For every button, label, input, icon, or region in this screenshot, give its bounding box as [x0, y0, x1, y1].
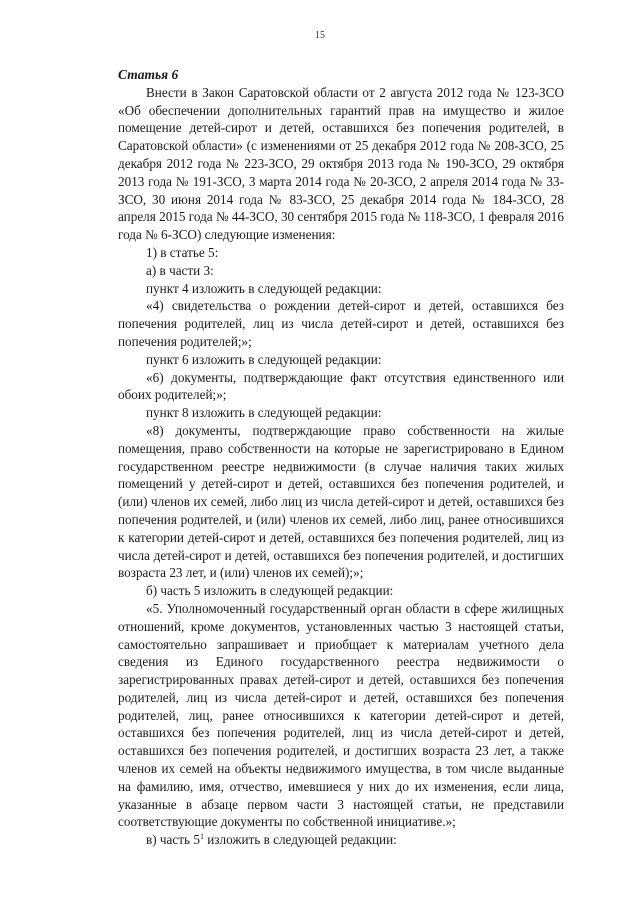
- item-article-5: 1) в статье 5:: [146, 244, 219, 260]
- instruction-part-5-1-before: в) часть 5: [146, 832, 200, 848]
- text-part-5: «5. Уполномоченный государственный орган области в сфере жилищных отношений, кроме документов, установленных частью 3 настоящей статьи, самостоятельно запрашивает и приобщает к материалам учетного дела сведения из Единого государственного реестра недвижимости о зарегистрированных правах детей-сирот и детей, оставшихся без попечения родителей, лиц из числа детей-сирот и детей, оставшихся без попечения родителей, лиц, ранее относившихся к категории детей-сирот и детей, оставшихся без попечения родителей, лиц из числа детей-сирот и детей, оставшихся без попечения родителей, и достигших возраста 23 лет, а также членов их семей на объекты недвижимого имущества, в том числе выданные на фамилию, имя, отчество, имевшиеся у них до их изменения, если лица, указанные в абзаце первом части 3 настоящей статьи, не представили соответствующие документы по собственной инициативе.»;: [118, 600, 564, 830]
- text-point-8: «8) документы, подтверждающие право собственности на жилые помещения, право собственности на которые не зарегистрировано в Едином государственном реестре недвижимости (в случае наличия таких жилых помещений у детей-сирот и детей, оставшихся без попечения родителей, и (или) членов их семей, либо лиц из числа детей-сирот и детей, оставшихся без попечения родителей, и (или) членов их семей, либо лиц, ранее относившихся к категории детей-сирот и детей, оставшихся без попечения родителей, лиц из числа детей-сирот и детей, оставшихся без попечения родителей, и достигших возраста 23 лет, и (или) членов их семей);»;: [118, 422, 564, 581]
- text-point-6: «6) документы, подтверждающие факт отсутствия единственного или обоих родителей;»;: [118, 369, 564, 403]
- instruction-point-8: пункт 8 изложить в следующей редакции:: [146, 405, 382, 421]
- text-point-4: «4) свидетельства о рождении детей-сирот и детей, оставшихся без попечения родителей, лиц из числа детей-сирот и детей, оставшихся без попечения родителей;»;: [118, 298, 564, 349]
- page-number: 15: [315, 30, 325, 41]
- item-part-3: а) в части 3:: [146, 262, 214, 278]
- superscript-1: 1: [199, 832, 204, 842]
- instruction-part-5-1-after: изложить в следующей редакции:: [203, 832, 397, 848]
- instruction-point-4: пункт 4 изложить в следующей редакции:: [146, 280, 382, 296]
- instruction-part-5-1: [118, 831, 564, 849]
- instruction-point-6: пункт 6 изложить в следующей редакции:: [146, 351, 382, 367]
- document-body: [118, 66, 564, 849]
- instruction-part-5: б) часть 5 изложить в следующей редакции:: [146, 583, 394, 599]
- intro-paragraph: Внести в Закон Саратовской области от 2 августа 2012 года № 123-ЗСО «Об обеспечении дополнительных гарантий прав на имущество и жилое помещение детей-сирот и детей, оставшихся без попечения родителей, в Саратовской области» (с изменениями от 25 декабря 2012 года № 208-ЗСО, 25 декабря 2012 года № 223-ЗСО, 29 октября 2013 года № 190-ЗСО, 29 октября 2013 года № 191-ЗСО, 3 марта 2014 года № 20-ЗСО, 2 апреля 2014 года № 33-ЗСО, 30 июня 2014 года № 83-ЗСО, 25 декабря 2014 года № 184-ЗСО, 28 апреля 2015 года № 44-ЗСО, 30 сентября 2015 года № 118-ЗСО, 1 февраля 2016 года № 6-ЗСО) следующие изменения:: [118, 84, 564, 243]
- article-heading: Статья 6: [118, 67, 179, 82]
